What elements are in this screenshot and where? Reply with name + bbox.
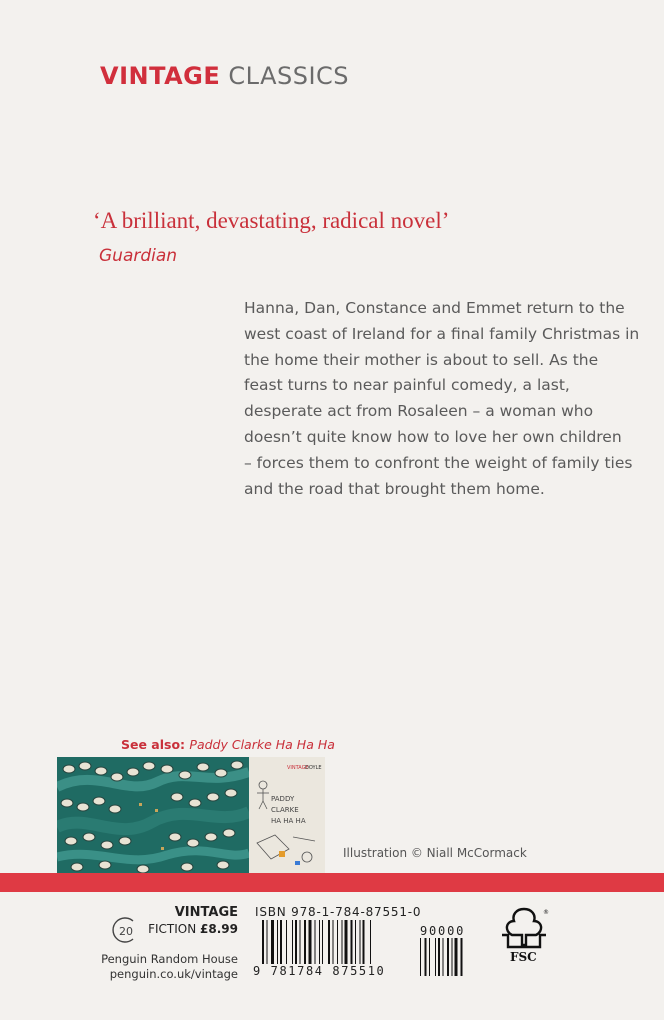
imprint-label: VINTAGE	[174, 905, 238, 920]
thumb-title-line: HA HA HA	[271, 817, 306, 825]
cover-thumbnail-art	[249, 757, 325, 873]
see-also	[121, 737, 335, 752]
blurb-line: Hanna, Dan, Constance and Emmet return to the	[244, 299, 625, 317]
barcode-icon	[262, 920, 408, 964]
price: £8.99	[200, 922, 238, 936]
blurb-line: doesn’t quite know how to love her own children	[244, 427, 622, 446]
publisher-url: penguin.co.uk/vintage	[109, 967, 238, 981]
svg-text:®: ®	[543, 909, 549, 916]
imprint-category: FICTION	[148, 922, 197, 936]
publisher-name: Penguin Random House	[101, 952, 238, 966]
barcode-addon-icon	[420, 938, 482, 976]
review-source: Guardian	[99, 246, 178, 266]
blurb-line: feast turns to near painful comedy, a last,	[244, 376, 570, 395]
barcode-digits: 9 781784 875510	[253, 964, 386, 978]
blurb-line: west coast of Ireland for a final family Christmas in	[244, 324, 640, 343]
red-band	[0, 873, 664, 892]
badge-number: 20	[119, 925, 133, 938]
imprint-category-price	[140, 922, 238, 936]
thumb-title-line: PADDY	[271, 795, 295, 803]
blurb-line: desperate act from Rosaleen – a woman who	[244, 402, 594, 421]
see-also-title: Paddy Clarke Ha Ha Ha	[189, 737, 335, 752]
thumb-author: DOYLE	[305, 765, 322, 771]
twentieth-century-badge-icon	[111, 916, 139, 944]
fsc-logo-icon	[498, 905, 550, 965]
blurb-line: the home their mother is about to sell. As the	[244, 350, 599, 369]
thumb-imprint: VINTAGE	[287, 765, 309, 771]
series-logo	[100, 62, 349, 90]
see-also-label: See also:	[121, 737, 186, 752]
illustration-credit: Illustration © Niall McCormack	[343, 846, 527, 860]
brand-classics: CLASSICS	[228, 62, 350, 90]
book-blurb	[244, 296, 640, 502]
blurb-line: – forces them to confront the weight of family ties	[244, 453, 633, 472]
publisher-info	[80, 952, 238, 982]
isbn-label: ISBN 978-1-784-87551-0	[255, 905, 422, 919]
see-also-cover-thumbnail	[249, 757, 325, 873]
barcode-addon-digits: 90000	[420, 924, 466, 938]
thumb-title-line: CLARKE	[271, 806, 299, 814]
artwork-illustration	[57, 757, 249, 873]
brand-vintage: VINTAGE	[100, 62, 221, 90]
blurb-line: and the road that brought them home.	[244, 479, 545, 498]
fsc-label: FSC	[510, 950, 537, 964]
cover-artwork-detail	[57, 757, 249, 873]
review-quote: ‘A brilliant, devastating, radical novel’	[93, 208, 450, 233]
